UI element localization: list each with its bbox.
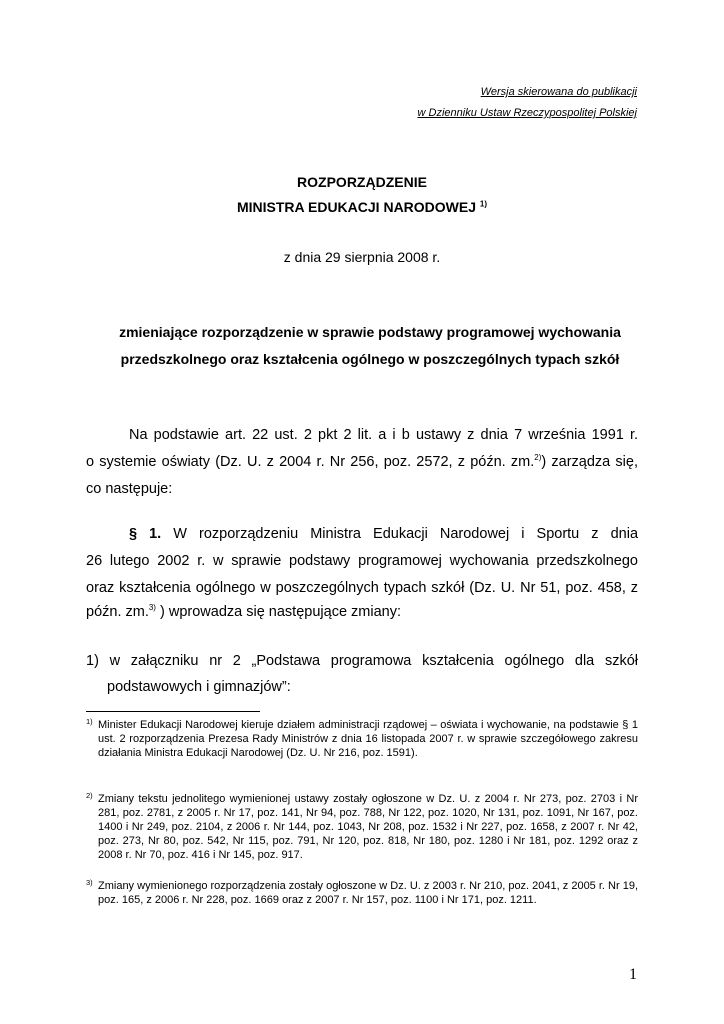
- publication-note-line2: w Dzienniku Ustaw Rzeczypospolitej Polskiej: [417, 107, 637, 119]
- document-type-title: ROZPORZĄDZENIE: [297, 174, 427, 190]
- subject-line1: zmieniające rozporządzenie w sprawie podstawy programowej wychowania: [119, 324, 621, 340]
- footnote-2: [86, 792, 638, 862]
- section1-line2: 26 lutego 2002 r. w sprawie podstawy programowej wychowania przedszkolnego: [86, 553, 638, 569]
- document-date: z dnia 29 sierpnia 2008 r.: [283, 249, 441, 265]
- footnote-3-number: 3): [86, 878, 93, 887]
- footnote-1: [86, 718, 638, 760]
- page-number: 1: [629, 966, 637, 983]
- footnote-2-text: Zmiany tekstu jednolitego wymienionej ustawy zostały ogłoszone w Dz. U. z 2004 r. Nr 273, poz. 2703 i Nr 281, poz. 2781, z 2005 r. Nr 17, poz. 141, Nr 94, poz. 788, Nr 122, poz. 1020, Nr 131, poz. 1091, Nr 167, poz. 1400 i Nr 249, poz. 2104, z 2006 r. Nr 144, poz. 1043, Nr 208, poz. 1532 i Nr 227, poz. 1658, z 2007 r. Nr 42, poz. 273, Nr 80, poz. 542, Nr 115, poz. 791, Nr 120, poz. 818, Nr 180, poz. 1280 i Nr 181, poz. 1292 oraz z 2008 r. Nr 70, poz. 416 i Nr 145, poz. 917.: [98, 793, 638, 861]
- footnote-separator: [86, 711, 260, 712]
- subject-line2: przedszkolnego oraz kształcenia ogólnego w poszczególnych typach szkół: [120, 351, 620, 367]
- footnote-3: [86, 879, 638, 907]
- section1-mark: § 1.: [129, 526, 162, 542]
- preamble-line1: Na podstawie art. 22 ust. 2 pkt 2 lit. a i b ustawy z dnia 7 września 1991 r.: [129, 427, 638, 443]
- preamble-line3: co następuje:: [86, 481, 173, 497]
- section1-line4: [86, 604, 401, 620]
- issuer-title: [0, 199, 724, 215]
- footnote-2-number: 2): [86, 791, 93, 800]
- preamble-line2: [86, 454, 638, 470]
- point1-line1: 1) w załączniku nr 2 „Podstawa programowa kształcenia ogólnego dla szkół: [86, 653, 638, 669]
- section1-line1: [129, 526, 638, 542]
- point1-line2: podstawowych i gimnazjów”:: [107, 679, 291, 695]
- footnote-1-number: 1): [86, 717, 93, 726]
- section1-line4-end: ) wprowadza się następujące zmiany:: [155, 604, 401, 620]
- issuer-title-text: MINISTRA EDUKACJI NARODOWEJ: [236, 199, 477, 215]
- footnote-ref-3: 3): [148, 603, 156, 613]
- preamble-line2-end: ) zarządza się,: [541, 454, 638, 470]
- section1-line4-text: późn. zm.: [86, 604, 149, 620]
- preamble-line2-text: o systemie oświaty (Dz. U. z 2004 r. Nr 256, poz. 2572, z późn. zm.: [86, 454, 535, 470]
- footnote-ref-2: 2): [534, 453, 542, 463]
- footnote-3-text: Zmiany wymienionego rozporządzenia zostały ogłoszone w Dz. U. z 2003 r. Nr 210, poz. 2041, z 2005 r. Nr 19, poz. 165, z 2006 r. Nr 228, poz. 1669 oraz z 2007 r. Nr 157, poz. 1100 i Nr 171, poz. 1211.: [98, 880, 638, 906]
- footnote-1-text: Minister Edukacji Narodowej kieruje działem administracji rządowej – oświata i wychowanie, na podstawie § 1 ust. 2 rozporządzenia Prezesa Rady Ministrów z dnia 16 listopada 2007 r. w sprawie szczegółowego zakresu działania Ministra Edukacji Narodowej (Dz. U. Nr 216, poz. 1591).: [98, 719, 638, 759]
- footnote-ref-1: 1): [479, 199, 488, 209]
- section1-line1-text: W rozporządzeniu Ministra Edukacji Narodowej i Sportu z dnia: [173, 526, 639, 542]
- publication-note-line1: Wersja skierowana do publikacji: [480, 86, 637, 98]
- section1-line3: oraz kształcenia ogólnego w poszczególnych typach szkół (Dz. U. Nr 51, poz. 458, z: [86, 580, 638, 596]
